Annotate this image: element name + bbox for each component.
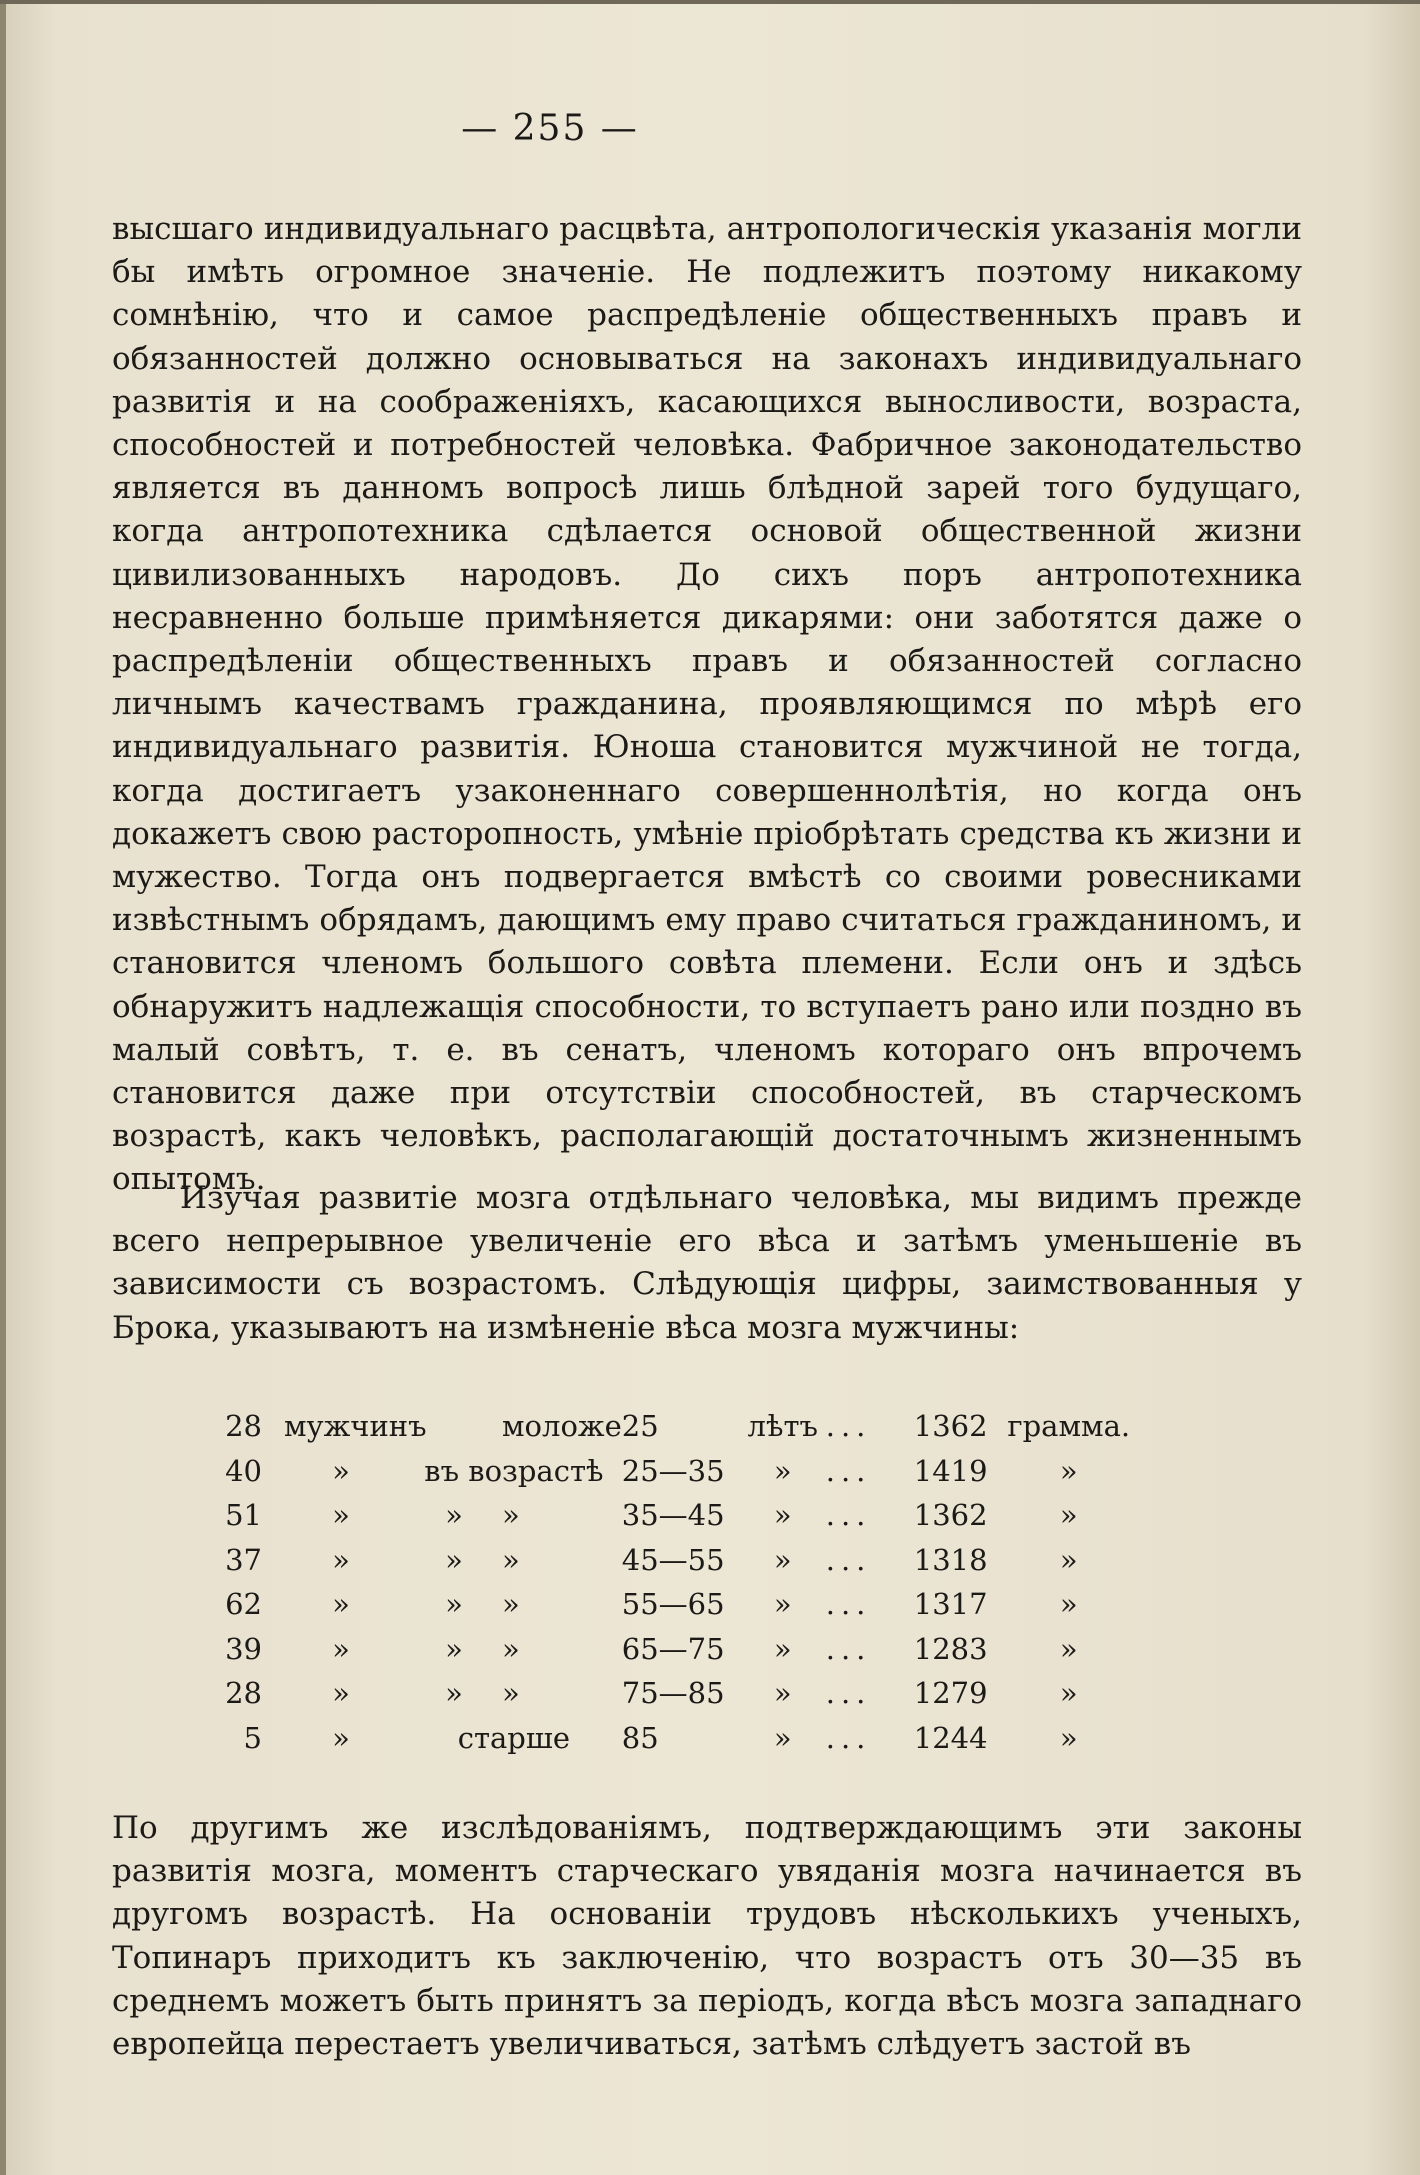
row-weight: 1362 xyxy=(913,1498,988,1533)
row-leader-dots: ... xyxy=(825,1498,872,1533)
row-qualifier-1: » xyxy=(445,1676,463,1711)
row-age-range: 25—35 xyxy=(621,1453,725,1488)
row-qualifier-1: » xyxy=(445,1587,463,1622)
row-qualifier: моложе xyxy=(502,1409,622,1444)
table-row xyxy=(210,1716,1134,1761)
row-unit: грамма. xyxy=(1007,1409,1131,1444)
row-leader-dots: ... xyxy=(825,1676,872,1711)
row-weight: 1244 xyxy=(913,1720,988,1755)
row-weight: 1283 xyxy=(913,1631,988,1666)
paragraph-1 xyxy=(112,208,1302,1202)
row-leader-dots: ... xyxy=(825,1587,872,1622)
row-years: » xyxy=(773,1676,792,1711)
row-age-range: 75—85 xyxy=(621,1676,725,1711)
row-count: 40 xyxy=(225,1453,262,1488)
row-count: 5 xyxy=(243,1720,262,1755)
row-unit: » xyxy=(1059,1542,1078,1577)
row-weight: 1419 xyxy=(913,1453,988,1488)
row-qualifier-2: » xyxy=(502,1631,520,1666)
row-count: 28 xyxy=(225,1676,262,1711)
row-years: лѣтъ xyxy=(747,1409,818,1444)
row-unit: » xyxy=(1059,1676,1078,1711)
row-qualifier-1: » xyxy=(445,1631,463,1666)
row-weight: 1318 xyxy=(913,1542,988,1577)
row-weight: 1362 xyxy=(913,1409,988,1444)
row-qualifier-1: » xyxy=(445,1542,463,1577)
row-subject: » xyxy=(332,1587,350,1622)
row-years: » xyxy=(773,1587,792,1622)
row-leader-dots: ... xyxy=(825,1453,872,1488)
row-count: 39 xyxy=(225,1631,262,1666)
row-subject: » xyxy=(332,1453,350,1488)
row-age-range: 85 xyxy=(621,1720,659,1755)
row-age-range: 45—55 xyxy=(621,1542,725,1577)
row-subject: » xyxy=(332,1631,350,1666)
row-count: 51 xyxy=(225,1498,262,1533)
row-qualifier-2: » xyxy=(502,1542,520,1577)
row-unit: » xyxy=(1059,1631,1078,1666)
row-leader-dots: ... xyxy=(825,1409,872,1444)
table-row xyxy=(210,1582,1134,1627)
row-unit: » xyxy=(1059,1498,1078,1533)
row-unit: » xyxy=(1059,1720,1078,1755)
row-subject: » xyxy=(332,1676,350,1711)
table-row xyxy=(210,1538,1134,1583)
paragraph-3-text: По другимъ же изслѣдованіямъ, подтверждающимъ эти законы развитія мозга, моментъ старческаго увяданія мозга начинается въ другомъ возрастѣ. На основаніи трудовъ нѣсколькихъ ученыхъ, Топинаръ приходитъ къ заключенію, что возрастъ отъ 30—35 въ среднемъ можетъ быть принятъ за періодъ, когда вѣсъ мозга западнаго европейца перестаетъ увеличиваться, затѣмъ слѣдуетъ застой въ xyxy=(112,1810,1302,2063)
paragraph-1-text: высшаго индивидуальнаго расцвѣта, антропологическія указанія могли бы имѣть огромное значеніе. Не подлежитъ поэтому никакому сомнѣнію, что и самое распредѣленіе общественныхъ правъ и обязанностей должно основываться на законахъ индивидуальнаго развитія и на соображеніяхъ, касающихся выносливости, возраста, способностей и потребностей человѣка. Фабричное законодательство является въ данномъ вопросѣ лишь блѣдной зарей того будущаго, когда антропотехника сдѣлается основой общественной жизни цивилизованныхъ народовъ. До сихъ поръ антропотехника несравненно больше примѣняется дикарями: они заботятся даже о распредѣленіи общественныхъ правъ и обязанностей согласно личнымъ качествамъ гражданина, проявляющимся по мѣрѣ его индивидуальнаго развитія. Юноша становится мужчиной не тогда, когда достигаетъ узаконеннаго совершеннолѣтія, но когда онъ докажетъ свою расторопность, умѣніе пріобрѣтать средства къ жизни и мужество. Тогда онъ подвергается вмѣстѣ со своими ровесниками извѣстнымъ обрядамъ, дающимъ ему право считаться гражданиномъ, и становится членомъ большого совѣта племени. Если онъ и здѣсь обнаружитъ надлежащія способности, то вступаетъ рано или поздно въ малый совѣтъ, т. е. въ сенатъ, членомъ котораго онъ впрочемъ становится даже при отсутствіи способностей, въ старческомъ возрастѣ, какъ человѣкъ, располагающій достаточнымъ жизненнымъ опытомъ. xyxy=(112,211,1302,1198)
row-qualifier-2: » xyxy=(502,1498,520,1533)
row-years: » xyxy=(773,1542,792,1577)
row-age-range: 25 xyxy=(621,1409,659,1444)
row-weight: 1279 xyxy=(913,1676,988,1711)
row-age-range: 35—45 xyxy=(621,1498,725,1533)
page-number: — 255 — xyxy=(461,108,639,149)
row-subject: » xyxy=(332,1542,350,1577)
row-age-range: 65—75 xyxy=(621,1631,725,1666)
table-row xyxy=(210,1671,1134,1716)
row-years: » xyxy=(773,1498,792,1533)
row-weight: 1317 xyxy=(913,1587,988,1622)
row-leader-dots: ... xyxy=(825,1631,872,1666)
row-subject: » xyxy=(332,1720,350,1755)
row-age-range: 55—65 xyxy=(621,1587,725,1622)
row-subject: мужчинъ xyxy=(284,1409,427,1444)
row-qualifier-2: » xyxy=(502,1587,520,1622)
row-qualifier-1: » xyxy=(445,1498,463,1533)
row-count: 37 xyxy=(225,1542,262,1577)
paragraph-3 xyxy=(112,1807,1302,2066)
brain-weight-table xyxy=(210,1404,1134,1760)
row-qualifier: въ возрастѣ xyxy=(424,1453,604,1488)
row-subject: » xyxy=(332,1498,350,1533)
row-unit: » xyxy=(1059,1453,1078,1488)
row-years: » xyxy=(773,1453,792,1488)
paragraph-2 xyxy=(112,1177,1302,1350)
table-row xyxy=(210,1627,1134,1672)
row-leader-dots: ... xyxy=(825,1720,872,1755)
table-row xyxy=(210,1449,1134,1494)
row-leader-dots: ... xyxy=(825,1542,872,1577)
row-qualifier: старше xyxy=(457,1720,570,1755)
row-count: 28 xyxy=(225,1409,262,1444)
table-row xyxy=(210,1493,1134,1538)
row-qualifier-2: » xyxy=(502,1676,520,1711)
row-years: » xyxy=(773,1631,792,1666)
row-years: » xyxy=(773,1720,792,1755)
table-row xyxy=(210,1404,1134,1449)
row-unit: » xyxy=(1059,1587,1078,1622)
paragraph-2-text: Изучая развитіе мозга отдѣльнаго человѣка, мы видимъ прежде всего непрерывное увеличеніе его вѣса и затѣмъ уменьшеніе въ зависимости съ возрастомъ. Слѣдующія цифры, заимствованныя у Брока, указываютъ на измѣненіе вѣса мозга мужчины: xyxy=(112,1180,1302,1346)
row-count: 62 xyxy=(225,1587,262,1622)
